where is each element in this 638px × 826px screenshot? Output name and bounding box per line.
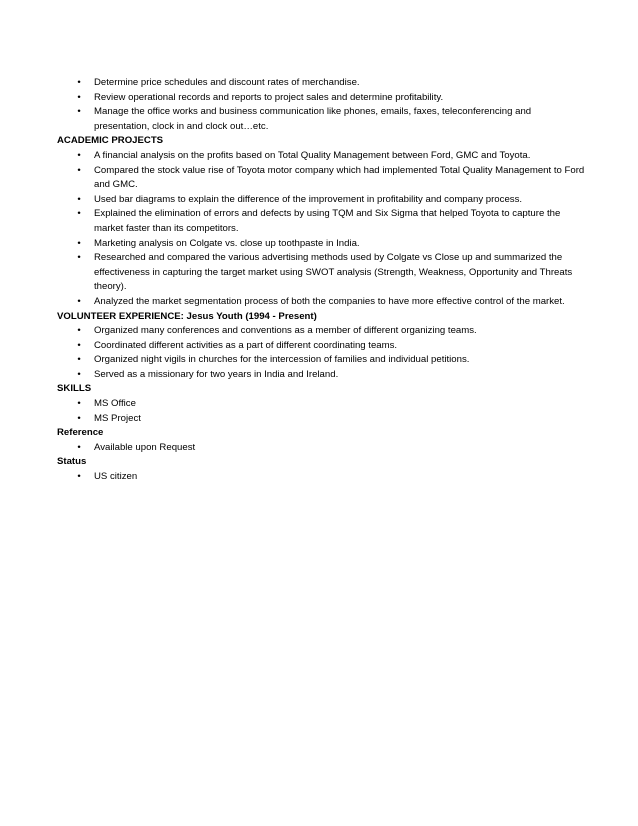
bullet-icon: • — [77, 252, 81, 264]
list-item-text: Researched and compared the various advertising methods used by Colgate vs Close up and summarized the effectiveness in capturing the target market using SWOT analysis (Strength, Weakness, Opportunity and Threats theory). — [94, 252, 573, 293]
bullet-icon: • — [77, 339, 81, 351]
list-item-text: US citizen — [94, 471, 138, 483]
bullet-icon: • — [77, 471, 81, 483]
reference-heading: Reference — [57, 427, 104, 439]
list-item-text: Compared the stock value rise of Toyota motor company which had implemented Total Quality Management to Ford and GMC. — [94, 164, 585, 191]
list-item — [57, 105, 587, 134]
list-item-text: Coordinated different activities as a part of different coordinating teams. — [94, 339, 398, 351]
bullet-icon: • — [77, 164, 81, 176]
list-item-text: Manage the office works and business communication like phones, emails, faxes, teleconferencing and presentation, clock in and clock out…etc. — [94, 106, 532, 132]
bullet-icon: • — [77, 325, 81, 337]
list-item — [57, 251, 587, 295]
bullet-icon: • — [77, 295, 81, 307]
list-item-text: Explained the elimination of errors and defects by using TQM and Six Sigma that helped Toyota to capture the market faster than its competitors. — [94, 208, 561, 234]
list-item-text: MS Office — [94, 398, 136, 410]
academic-projects-list — [57, 149, 587, 310]
list-item — [57, 149, 587, 164]
list-item — [57, 207, 587, 236]
bullet-icon: • — [77, 412, 81, 424]
bullet-icon: • — [77, 193, 81, 205]
list-item-text: Marketing analysis on Colgate vs. close up toothpaste in India. — [94, 237, 360, 249]
bullet-icon: • — [77, 149, 81, 161]
list-item — [57, 339, 587, 354]
list-item — [57, 193, 587, 208]
list-item-text: Served as a missionary for two years in India and Ireland. — [94, 368, 339, 380]
list-item-text: Organized night vigils in churches for the intercession of families and individual petitions. — [94, 354, 470, 366]
list-item — [57, 164, 587, 193]
list-item — [57, 397, 587, 412]
bullet-icon: • — [77, 106, 81, 118]
list-item — [57, 412, 587, 427]
list-item-text: A financial analysis on the profits based on Total Quality Management between Ford, GMC and Toyota. — [94, 149, 531, 161]
bullet-icon: • — [77, 77, 81, 88]
list-item-text: Used bar diagrams to explain the difference of the improvement in profitability and company process. — [94, 193, 523, 205]
skills-heading: SKILLS — [57, 383, 92, 395]
status-list — [57, 470, 587, 485]
bullet-icon: • — [77, 441, 81, 453]
list-item — [57, 237, 587, 252]
list-item — [57, 295, 587, 310]
bullet-icon: • — [77, 354, 81, 366]
academic-projects-heading: ACADEMIC PROJECTS — [57, 135, 164, 147]
status-heading: Status — [57, 456, 87, 468]
list-item — [57, 91, 587, 106]
list-item — [57, 76, 587, 91]
experience-continued-list — [57, 76, 587, 134]
list-item-text: Organized many conferences and conventions as a member of different organizing teams. — [94, 325, 477, 337]
list-item-text: MS Project — [94, 412, 141, 424]
bullet-icon: • — [77, 398, 81, 410]
volunteer-experience-list — [57, 324, 587, 382]
bullet-icon: • — [77, 91, 81, 103]
bullet-icon: • — [77, 237, 81, 249]
list-item — [57, 353, 587, 368]
list-item — [57, 368, 587, 383]
reference-list — [57, 441, 587, 456]
list-item — [57, 470, 587, 485]
skills-list — [57, 397, 587, 426]
bullet-icon: • — [77, 208, 81, 220]
list-item — [57, 441, 587, 456]
resume-content — [57, 76, 587, 485]
list-item-text: Determine price schedules and discount rates of merchandise. — [94, 77, 360, 88]
volunteer-experience-heading: VOLUNTEER EXPERIENCE: Jesus Youth (1994 - Present) — [57, 310, 317, 322]
list-item — [57, 324, 587, 339]
bullet-icon: • — [77, 368, 81, 380]
list-item-text: Analyzed the market segmentation process of both the companies to have more effective control of the market. — [94, 295, 565, 307]
list-item-text: Review operational records and reports to project sales and determine profitability. — [94, 91, 444, 103]
list-item-text: Available upon Request — [94, 441, 196, 453]
